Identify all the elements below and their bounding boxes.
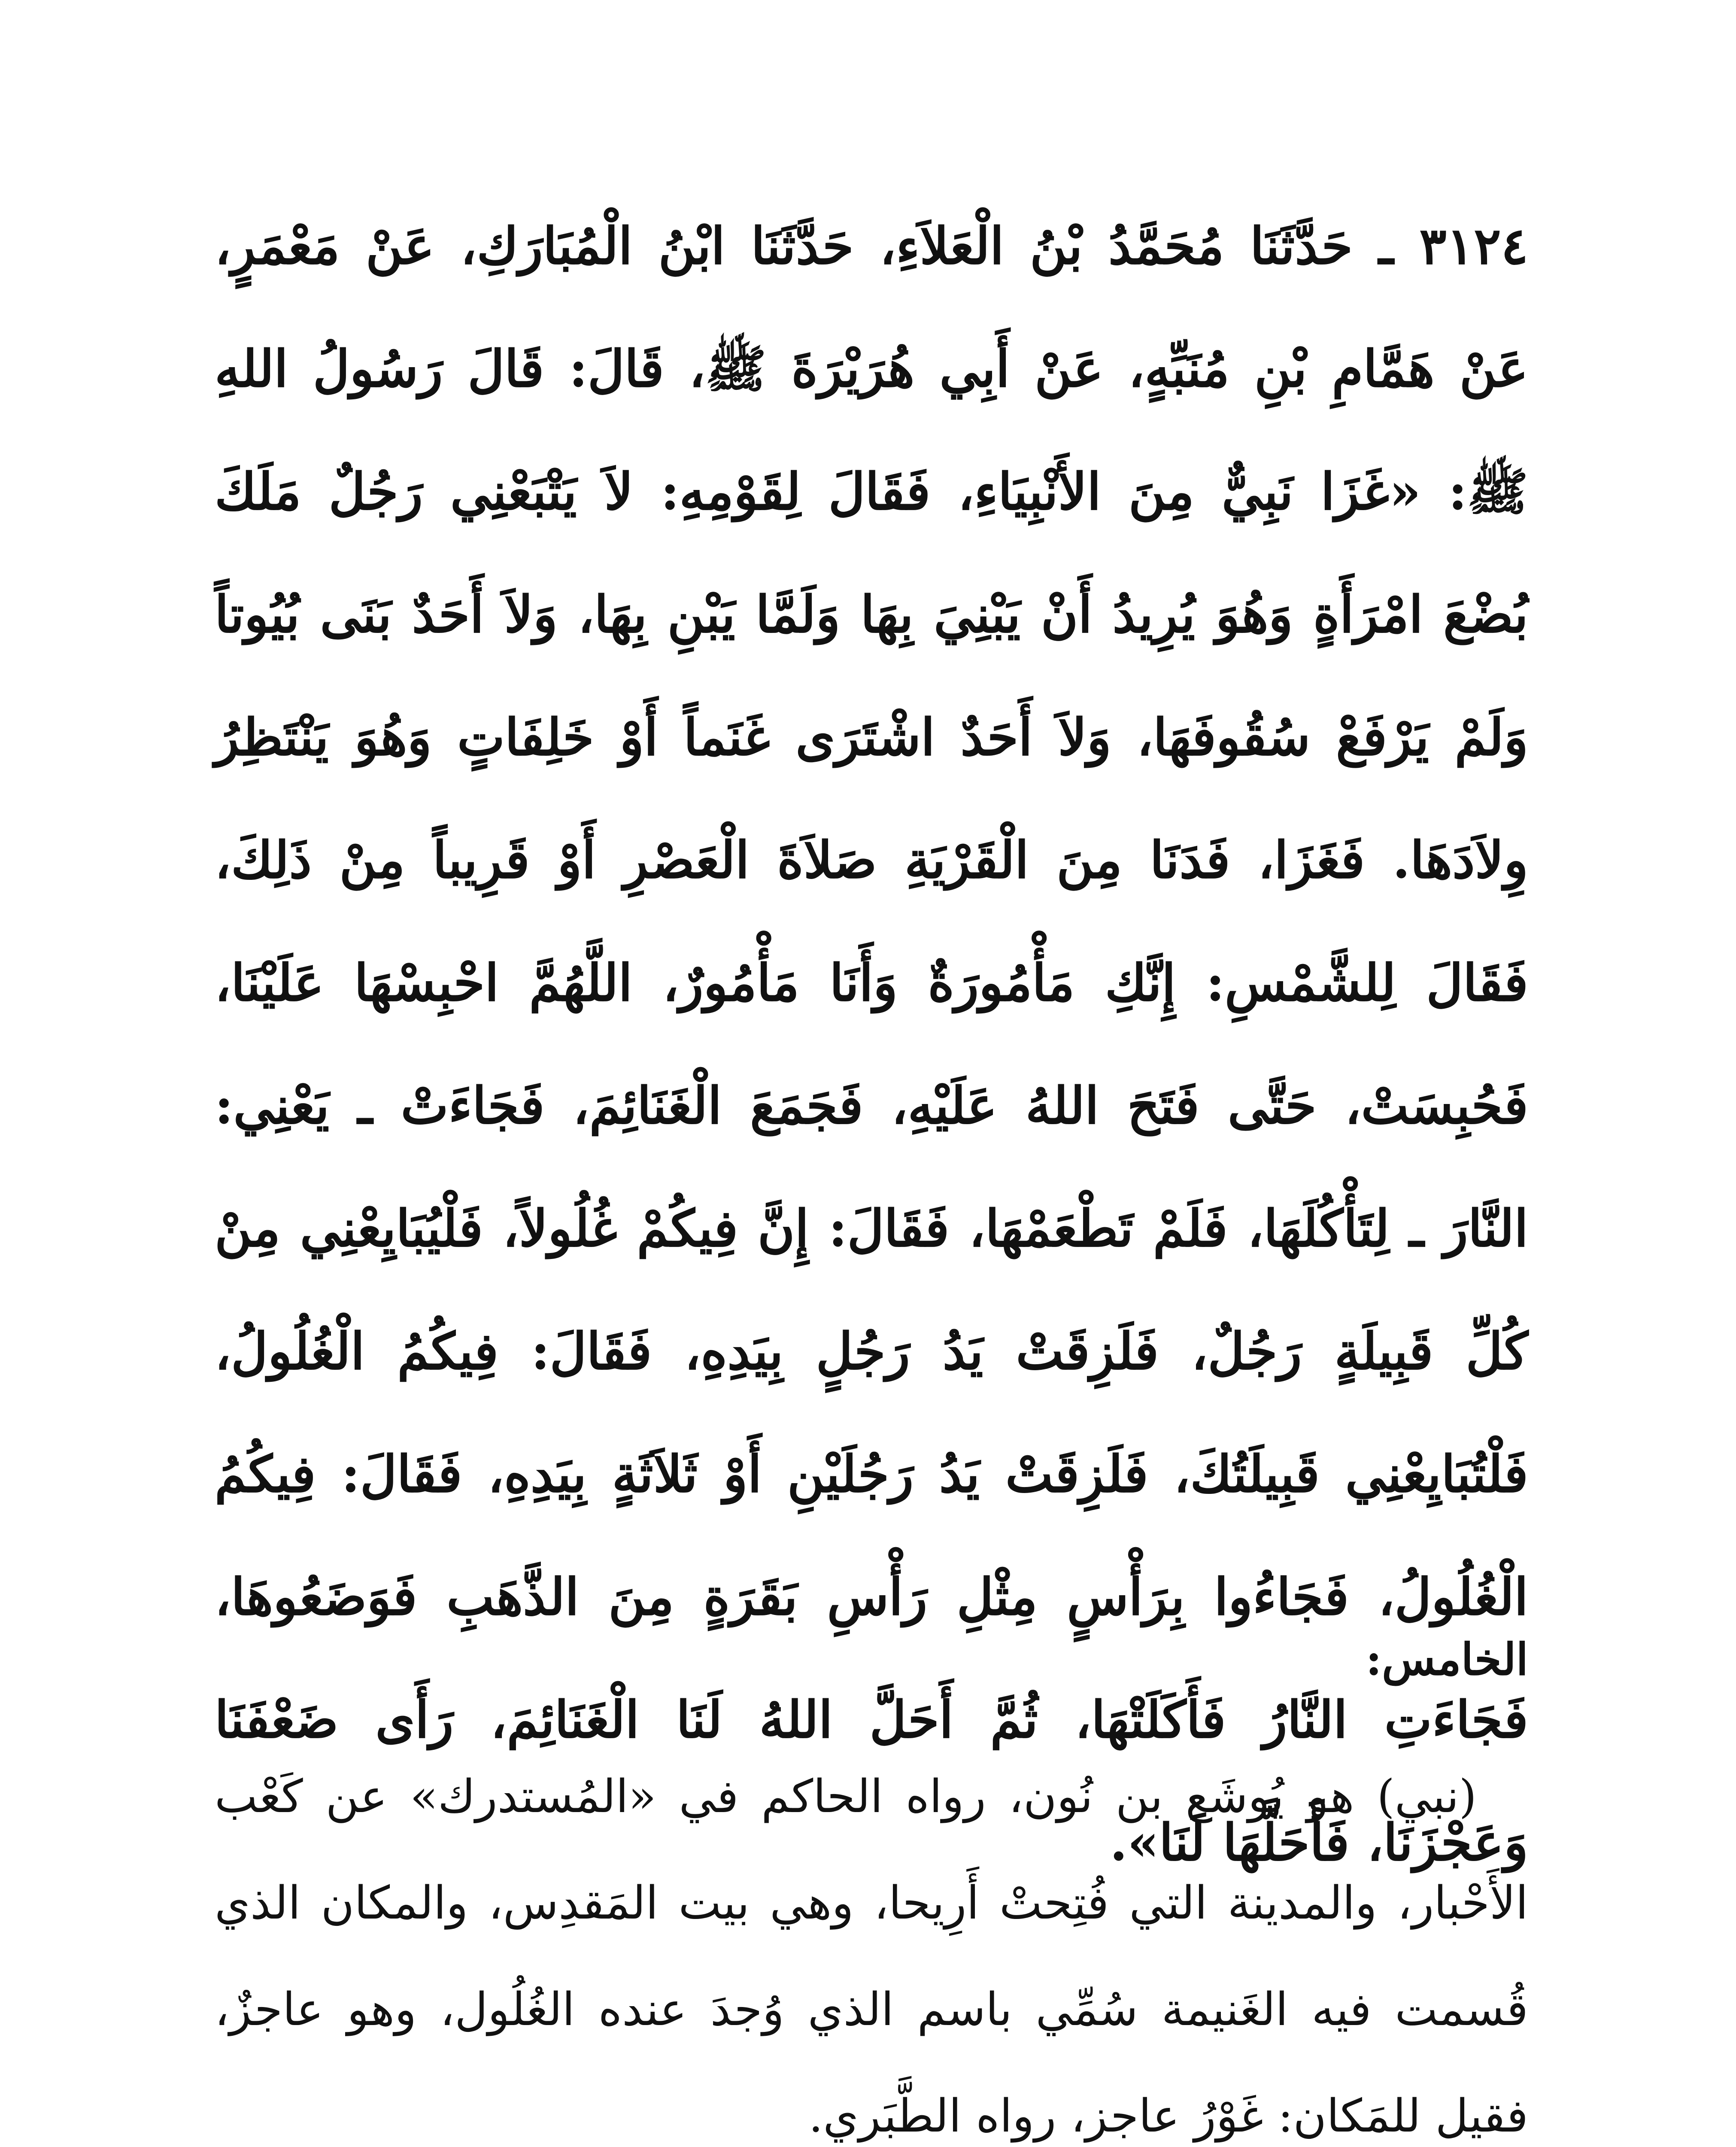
hadith-text: ٣١٢٤ ـ حَدَّثَنَا مُحَمَّدُ بْنُ الْعَلاَءِ، حَدَّثَنَا ابْنُ الْمُبَارَكِ، عَنْ مَعْمَرٍ، عَنْ هَمَّامِ بْنِ مُنَبِّهٍ، عَنْ أَبِي هُرَيْرَةَ ﷺ، قَالَ: قَالَ رَسُولُ اللهِ ﷺ: «غَزَا نَبِيٌّ مِنَ الأَنْبِيَاءِ، فَقَالَ لِقَوْمِهِ: لاَ يَتْبَعْنِي رَجُلٌ مَلَكَ بُضْعَ امْرَأَةٍ وَهُوَ يُرِيدُ أَنْ يَبْنِيَ بِهَا وَلَمَّا يَبْنِ بِهَا، وَلاَ أَحَدٌ بَنَى بُيُوتاً وَلَمْ يَرْفَعْ سُقُوفَهَا، وَلاَ أَحَدٌ اشْتَرَى غَنَماً أَوْ خَلِفَاتٍ وَهُوَ يَنْتَظِرُ وِلاَدَهَا. فَغَزَا، فَدَنَا مِنَ الْقَرْيَةِ صَلاَةَ الْعَصْرِ أَوْ قَرِيباً مِنْ ذَلِكَ، فَقَالَ لِلشَّمْسِ: إِنَّكِ مَأْمُورَةٌ وَأَنَا مَأْمُورٌ، اللَّهُمَّ احْبِسْهَا عَلَيْنَا، فَحُبِسَتْ، حَتَّى فَتَحَ اللهُ عَلَيْهِ، فَجَمَعَ الْغَنَائِمَ، فَجَاءَتْ ـ يَعْنِي: النَّارَ ـ لِتَأْكُلَهَا، فَلَمْ تَطْعَمْهَا، فَقَالَ: إِنَّ فِيكُمْ غُلُولاً، فَلْيُبَايِعْنِي مِنْ كُلِّ قَبِيلَةٍ رَجُلٌ، فَلَزِقَتْ يَدُ رَجُلٍ بِيَدِهِ، فَقَالَ: فِيكُمُ الْغُلُولُ، فَلْتُبَايِعْنِي قَبِيلَتُكَ، فَلَزِقَتْ يَدُ رَجُلَيْنِ أَوْ ثَلاَثَةٍ بِيَدِهِ، فَقَالَ: فِيكُمُ الْغُلُولُ، فَجَاءُوا بِرَأْسٍ مِثْلِ رَأْسِ بَقَرَةٍ مِنَ الذَّهَبِ فَوَضَعُوهَا، فَجَاءَتِ النَّارُ فَأَكَلَتْهَا، ثُمَّ أَحَلَّ اللهُ لَنَا الْغَنَائِمَ، رَأَى ضَعْفَنَا وَعَجْزَنَا، فَأَحَلَّهَا لَنَا». <box>215 216 1528 1872</box>
commentary-block <box>215 1743 1528 2147</box>
commentary-paragraph-nabi: (نبي) هو يُوشَع بن نُون، رواه الحاكم في «المُستدرك» عن كَعْب الأَحْبار، والمدينة التي فُتِحتْ أَرِيحا، وهي بيت المَقدِس، والمكان الذي قُسمت فيه الغَنيمة سُمِّي باسم الذي وُجدَ عنده الغُلُول، وهو عاجزٌ، فقيل للمَكان: غَوْرُ عاجز، رواه الطَّبَري. <box>215 1770 1528 2142</box>
section-heading: الخامس: <box>1366 1634 1528 1685</box>
